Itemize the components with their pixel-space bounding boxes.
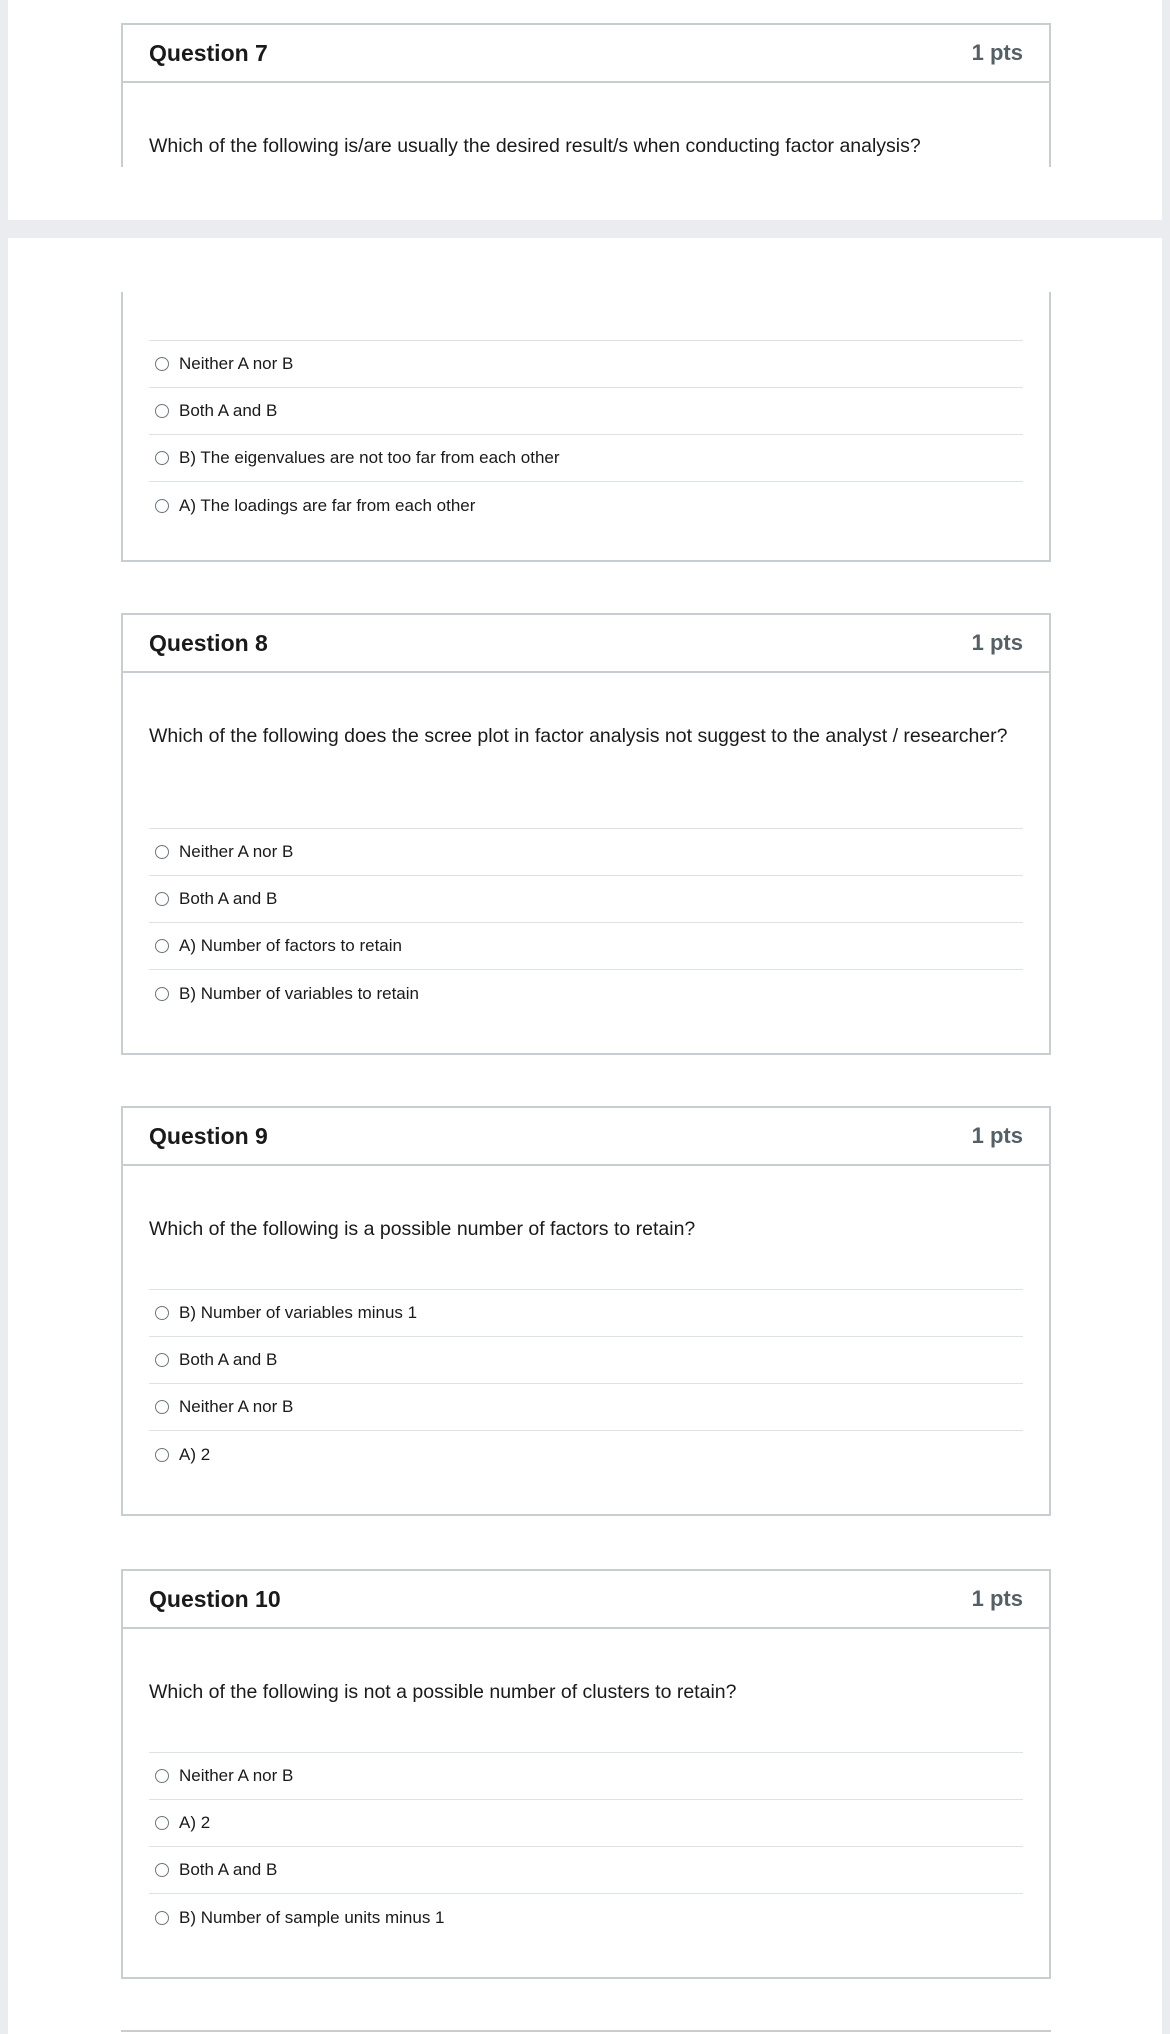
next-question-card-edge [121, 2030, 1051, 2034]
radio-button[interactable] [155, 1353, 169, 1367]
question-points: 1 pts [971, 1123, 1023, 1148]
question-9-card [121, 1106, 1051, 1516]
answer-option[interactable] [149, 435, 1023, 482]
radio-button[interactable] [155, 357, 169, 371]
answer-label: Both A and B [179, 1860, 278, 1879]
question-text: Which of the following does the scree plot in factor analysis not suggest to the analyst / researcher? [149, 725, 1008, 747]
question-10-card [121, 1569, 1051, 1979]
answer-option[interactable] [149, 1753, 1023, 1800]
radio-button[interactable] [155, 1400, 169, 1414]
question-header [123, 1571, 1049, 1629]
radio-button[interactable] [155, 1306, 169, 1320]
question-title: Question 7 [149, 39, 268, 66]
answer-label: A) 2 [179, 1813, 211, 1832]
question-points: 1 pts [971, 630, 1023, 655]
question-7-card [121, 23, 1051, 167]
radio-button[interactable] [155, 1863, 169, 1877]
question-text: Which of the following is/are usually the desired result/s when conducting factor analysis? [149, 135, 921, 157]
radio-button[interactable] [155, 404, 169, 418]
question-header [123, 25, 1049, 83]
question-title: Question 8 [149, 629, 268, 656]
answer-option[interactable] [149, 970, 1023, 1017]
answer-label: Neither A nor B [179, 1766, 294, 1785]
question-header [123, 615, 1049, 673]
question-header [123, 1108, 1049, 1166]
answer-option[interactable] [149, 388, 1023, 435]
answer-option[interactable] [149, 1894, 1023, 1941]
answer-list [149, 1752, 1023, 1941]
question-points: 1 pts [971, 1586, 1023, 1611]
answer-list [149, 1289, 1023, 1478]
answer-option[interactable] [149, 829, 1023, 876]
question-text: Which of the following is not a possible number of clusters to retain? [149, 1681, 737, 1703]
answer-option[interactable] [149, 341, 1023, 388]
answer-label: A) The loadings are far from each other [179, 495, 476, 515]
question-text: Which of the following is a possible number of factors to retain? [149, 1218, 696, 1240]
radio-button[interactable] [155, 1448, 169, 1462]
radio-button[interactable] [155, 892, 169, 906]
answer-label: A) 2 [179, 1444, 211, 1464]
answer-option[interactable] [149, 876, 1023, 923]
question-title: Question 9 [149, 1122, 268, 1149]
radio-button[interactable] [155, 1769, 169, 1783]
answer-option[interactable] [149, 1847, 1023, 1894]
radio-button[interactable] [155, 987, 169, 1001]
radio-button[interactable] [155, 939, 169, 953]
answer-label: A) Number of factors to retain [179, 936, 402, 955]
radio-button[interactable] [155, 451, 169, 465]
answer-label: B) The eigenvalues are not too far from each other [179, 448, 560, 467]
radio-button[interactable] [155, 1911, 169, 1925]
answer-list [149, 828, 1023, 1017]
radio-button[interactable] [155, 1816, 169, 1830]
question-points: 1 pts [971, 40, 1023, 65]
answer-option[interactable] [149, 1384, 1023, 1431]
answer-option[interactable] [149, 923, 1023, 970]
answer-label: Both A and B [179, 401, 278, 420]
answer-label: Neither A nor B [179, 1397, 294, 1416]
radio-button[interactable] [155, 845, 169, 859]
answer-label: B) Number of sample units minus 1 [179, 1907, 445, 1927]
answer-option[interactable] [149, 1431, 1023, 1478]
radio-button[interactable] [155, 499, 169, 513]
answer-option[interactable] [149, 1337, 1023, 1384]
question-8-card [121, 613, 1051, 1055]
question-title: Question 10 [149, 1585, 281, 1612]
question-7-answers-card [121, 292, 1051, 562]
answer-label: Both A and B [179, 889, 278, 908]
answer-label: B) Number of variables to retain [179, 983, 419, 1003]
answer-list [149, 340, 1023, 529]
answer-option[interactable] [149, 482, 1023, 529]
answer-label: Neither A nor B [179, 354, 294, 373]
answer-option[interactable] [149, 1290, 1023, 1337]
answer-option[interactable] [149, 1800, 1023, 1847]
answer-label: Neither A nor B [179, 842, 294, 861]
answer-label: Both A and B [179, 1350, 278, 1369]
answer-label: B) Number of variables minus 1 [179, 1303, 418, 1322]
